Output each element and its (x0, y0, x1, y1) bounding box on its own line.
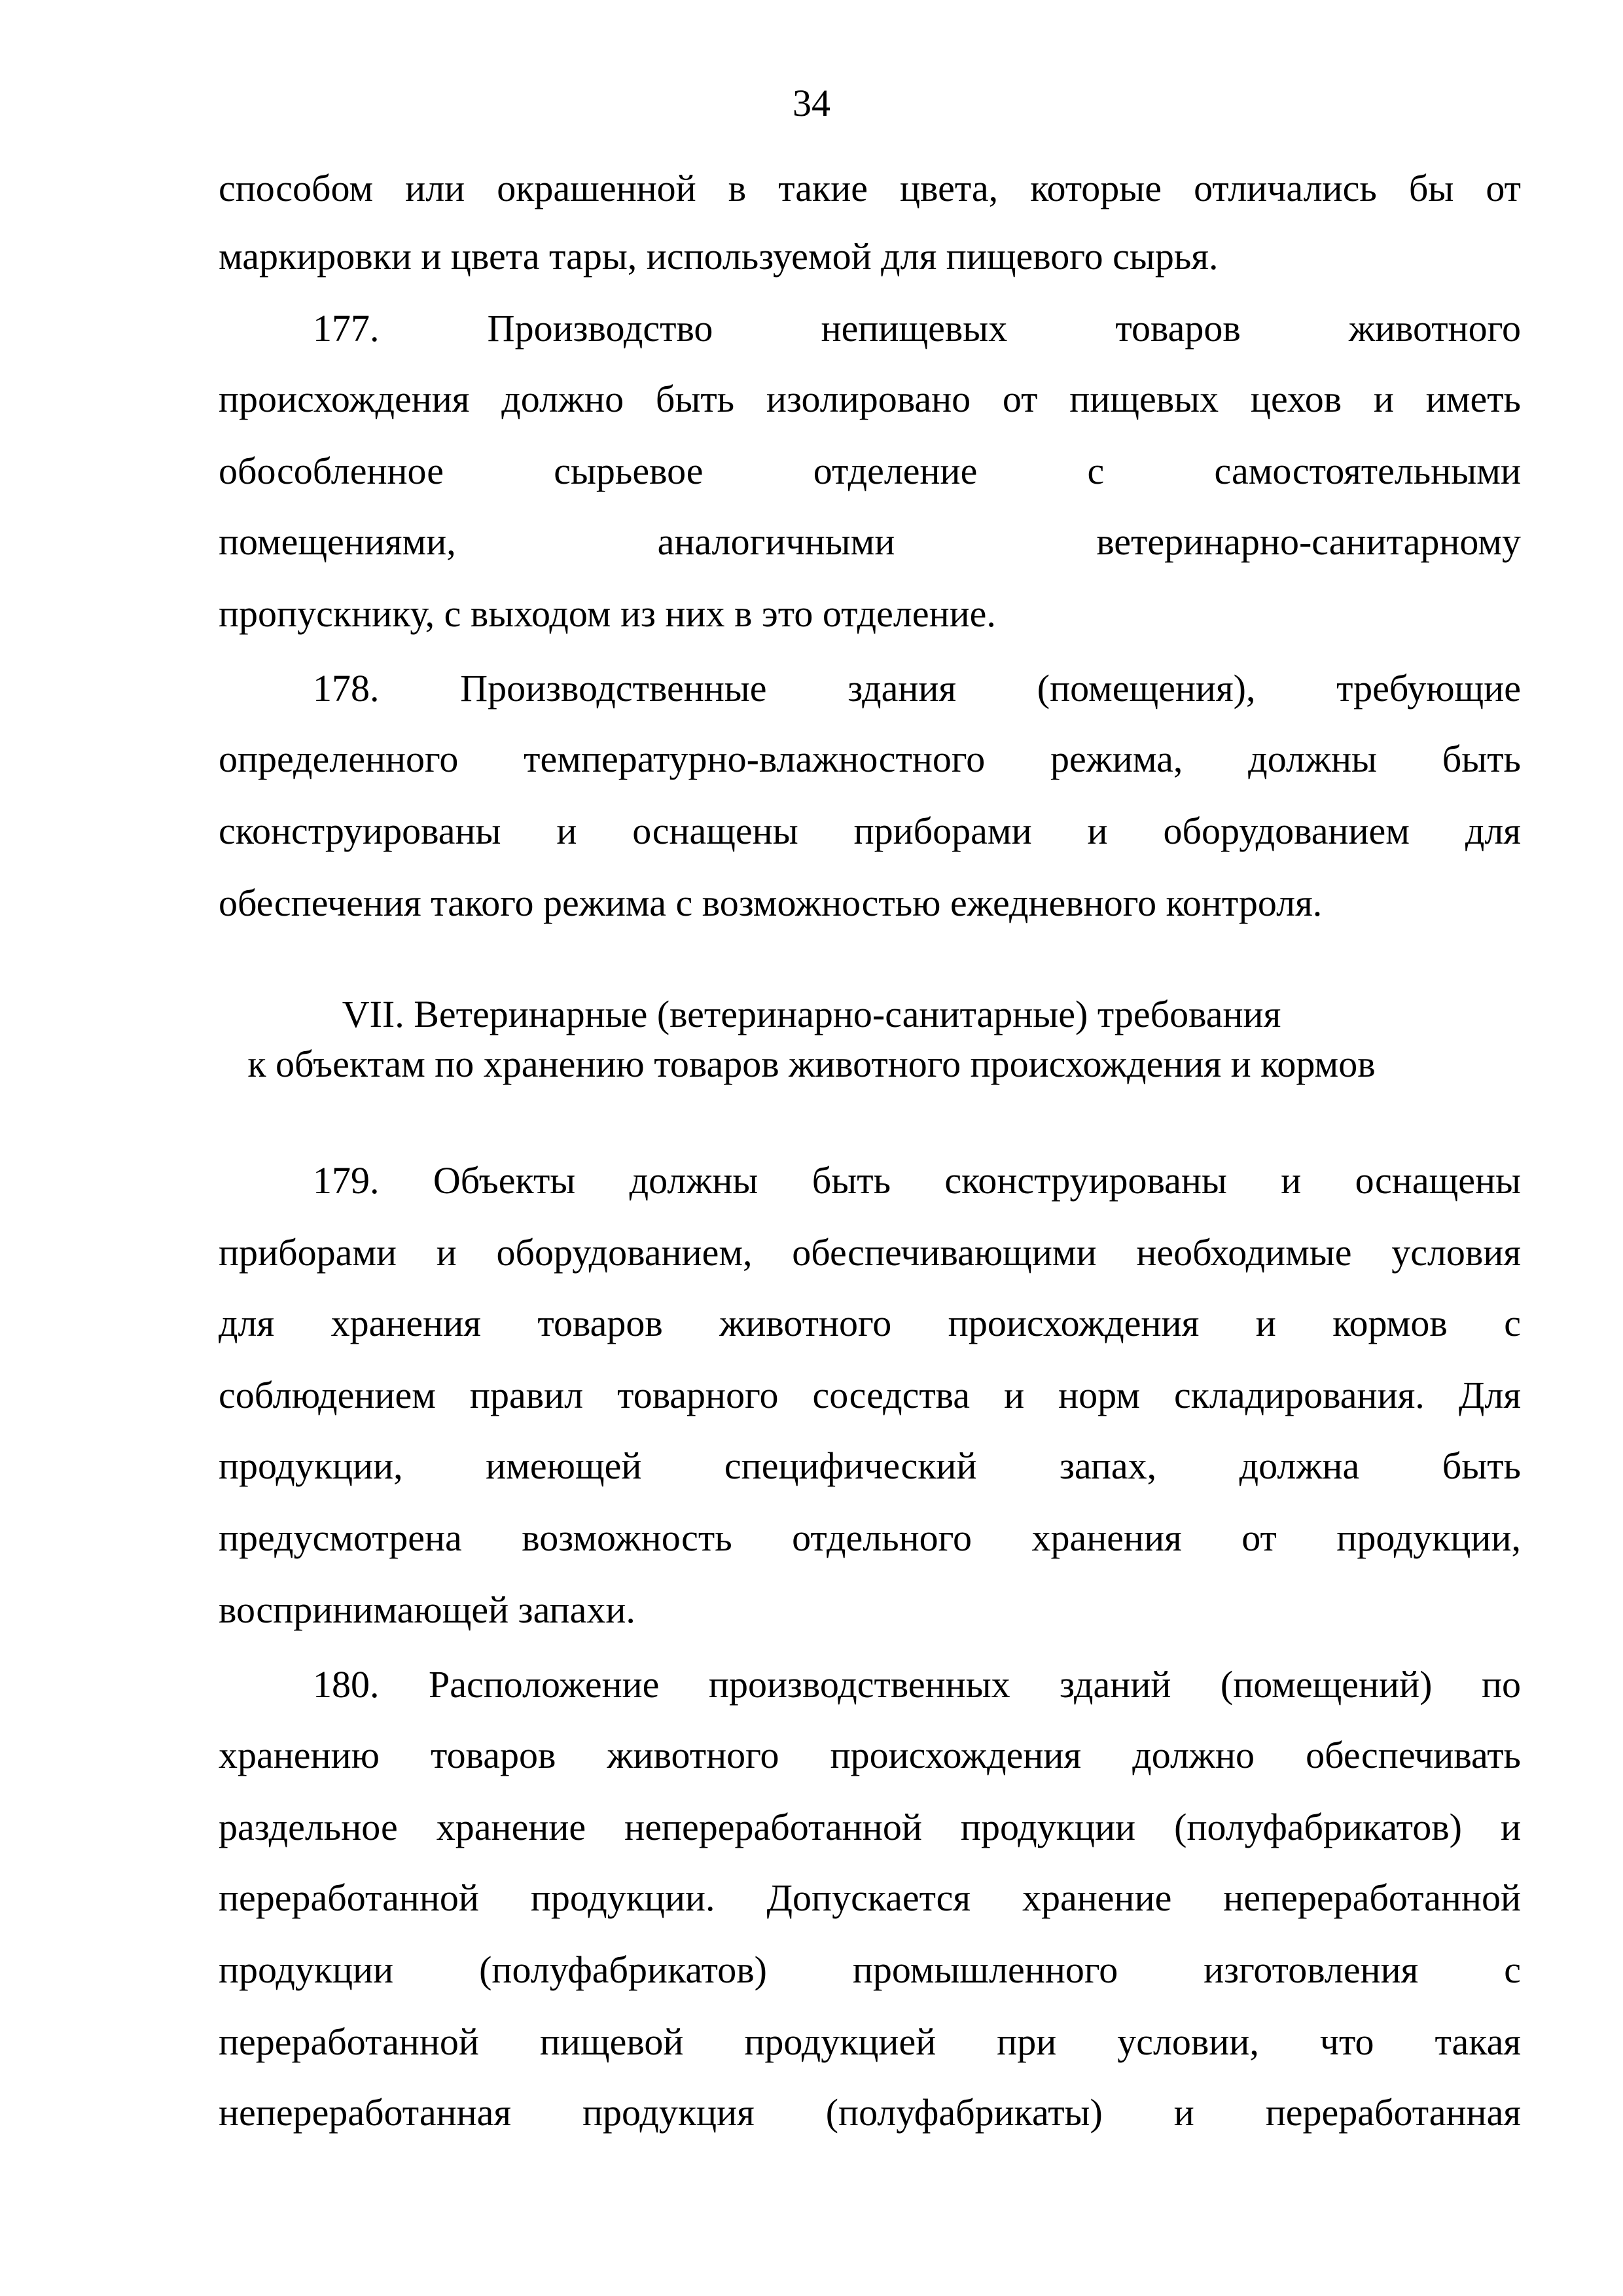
paragraph-line: соблюдением правил товарного соседства и норм складирования. Для (219, 1374, 1521, 1416)
paragraph-line: пропускнику, с выходом из них в это отделение. (219, 592, 996, 635)
paragraph-line: переработанной пищевой продукцией при условии, что такая (219, 2020, 1521, 2063)
paragraph-line: предусмотрена возможность отдельного хранения от продукции, (219, 1516, 1521, 1559)
paragraph-line: помещениями, аналогичными ветеринарно-санитарному (219, 520, 1521, 563)
paragraph-line: хранению товаров животного происхождения должно обеспечивать (219, 1734, 1521, 1776)
heading-line: VII. Ветеринарные (ветеринарно-санитарные) требования (342, 993, 1281, 1035)
paragraph-line: продукции (полуфабрикатов) промышленного изготовления с (219, 1948, 1521, 1991)
page-number: 34 (793, 82, 830, 124)
paragraph-line: 177. Производство непищевых товаров животного (313, 307, 1521, 350)
paragraph-line: для хранения товаров животного происхождения и кормов с (219, 1302, 1521, 1344)
paragraph-line: 180. Расположение производственных зданий (помещений) по (313, 1663, 1521, 1706)
paragraph-line: происхождения должно быть изолировано от пищевых цехов и иметь (219, 378, 1521, 420)
paragraph-line: приборами и оборудованием, обеспечивающими необходимые условия (219, 1231, 1521, 1274)
paragraph-line: сконструированы и оснащены приборами и оборудованием для (219, 810, 1521, 852)
paragraph-line: 179. Объекты должны быть сконструированы и оснащены (313, 1159, 1521, 1202)
paragraph-line: маркировки и цвета тары, используемой для пищевого сырья. (219, 235, 1219, 278)
paragraph-line: определенного температурно-влажностного режима, должны быть (219, 738, 1521, 780)
paragraph-line: раздельное хранение непереработанной продукции (полуфабрикатов) и (219, 1806, 1521, 1848)
paragraph-line: 178. Производственные здания (помещения), требующие (313, 667, 1521, 709)
paragraph-line: обеспечения такого режима с возможностью ежедневного контроля. (219, 882, 1323, 924)
paragraph-line: воспринимающей запахи. (219, 1588, 635, 1631)
paragraph-line: непереработанная продукция (полуфабрикаты) и переработанная (219, 2091, 1521, 2134)
paragraph-line: продукции, имеющей специфический запах, должна быть (219, 1444, 1521, 1487)
heading-line: к объектам по хранению товаров животного происхождения и кормов (247, 1043, 1376, 1085)
paragraph-line: способом или окрашенной в такие цвета, которые отличались бы от (219, 167, 1521, 209)
paragraph-line: переработанной продукции. Допускается хранение непереработанной (219, 1876, 1521, 1919)
paragraph-line: обособленное сырьевое отделение с самостоятельными (219, 450, 1521, 492)
